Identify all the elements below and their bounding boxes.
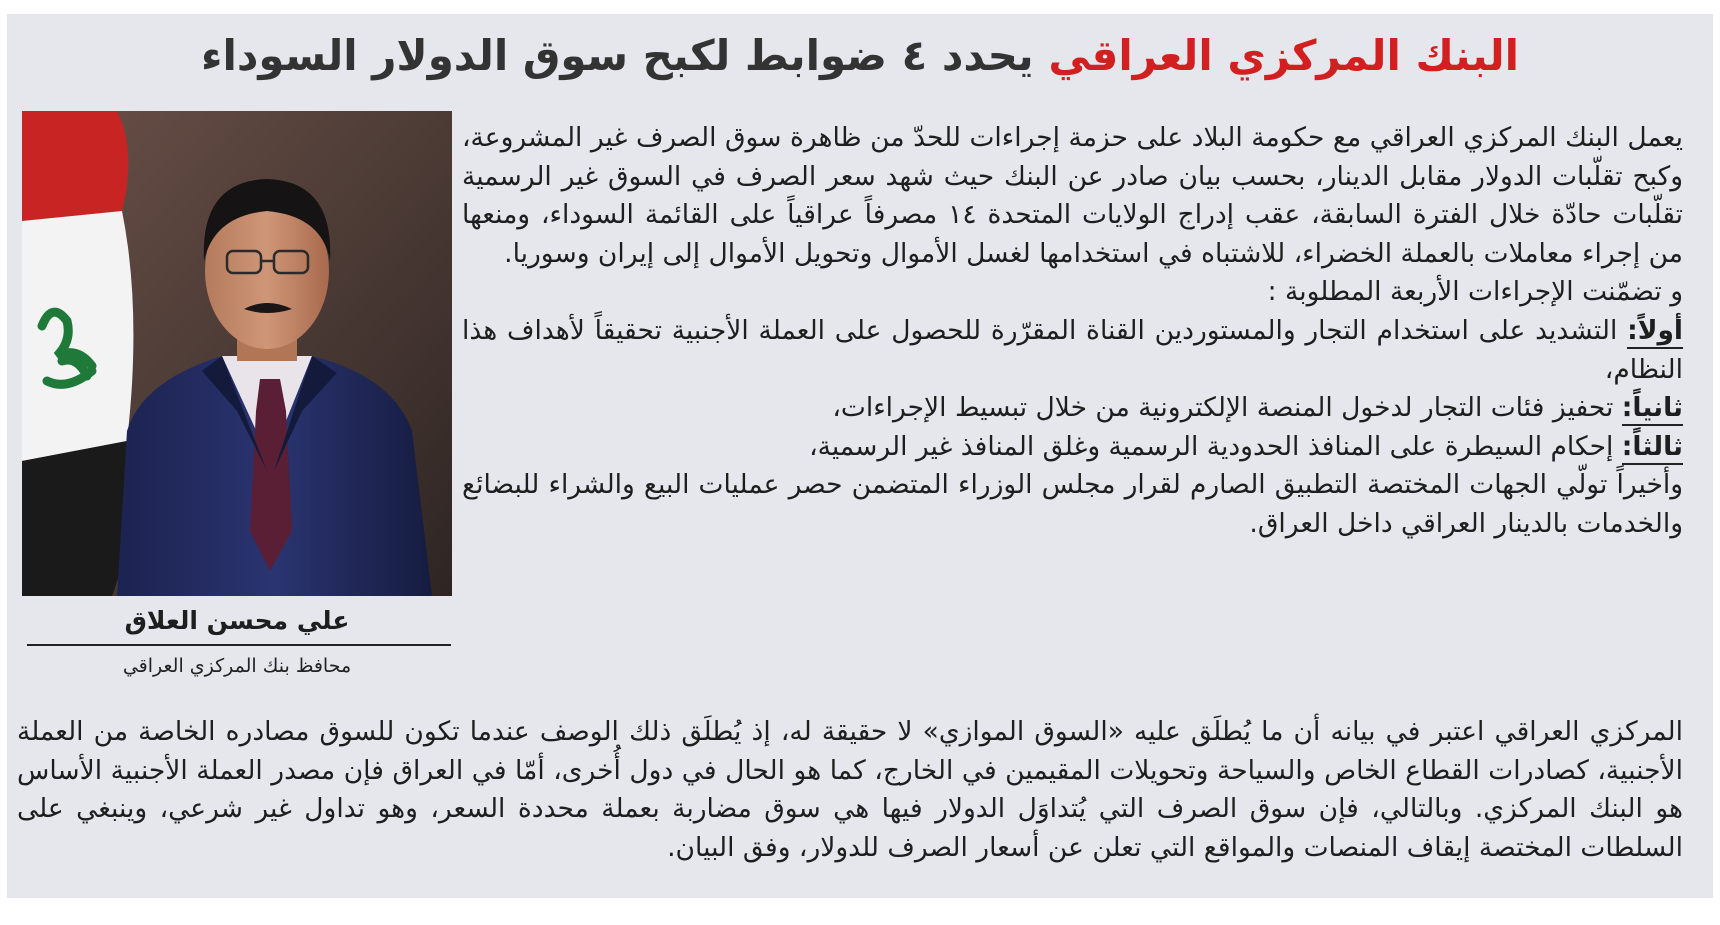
measure-text: إحكام السيطرة على المنافذ الحدودية الرسمية وغلق المنافذ غير الرسمية، [809, 430, 1622, 462]
article-closing: المركزي العراقي اعتبر في بيانه أن ما يُطلَق عليه «السوق الموازي» لا حقيقة له، إذ يُطلَق ذلك الوصف عندما تكون للسوق مصادره الخاصة من العملة الأجنبية، كصادرات القطاع الخاص والسياحة وتحويلات المقيمين في الخارج، كما هو الحال في دول أُخرى، أمّا في العراق فإن مصدر العملة الأجنبية الأساس هو البنك المركزي. وبالتالي، فإن سوق الصرف التي يُتداوَل الدولار فيها هي سوق مضاربة بعملة محددة السعر، وهو تداول غير شرعي، وينبغي على السلطات المختصة إيقاف المنصات والمواقع التي تعلن عن أسعار الصرف للدولار، وفق البيان. [17, 716, 1683, 863]
measure-item [462, 428, 1683, 467]
article-column-full [17, 713, 1683, 867]
measure-label: ثالثاً: [1622, 431, 1683, 465]
headline-accent: البنك المركزي العراقي [1048, 31, 1520, 80]
newspaper-clipping [7, 14, 1713, 898]
headline-rest: يحدد ٤ ضوابط لكبح سوق الدولار السوداء [200, 31, 1034, 80]
photo-caption-name: علي محسن العلاق [124, 606, 350, 635]
measure-item [462, 312, 1683, 389]
measure-item [462, 389, 1683, 428]
article-column-right [462, 119, 1683, 544]
measure-label: أولاً: [1627, 315, 1683, 349]
measure-finally: وأخيراً تولّي الجهات المختصة التطبيق الصارم لقرار مجلس الوزراء المتضمن حصر عمليات البيع والشراء للبضائع والخدمات بالدينار العراقي داخل العراق. [462, 469, 1683, 539]
measures-intro: و تضمّنت الإجراءات الأربعة المطلوبة : [1267, 276, 1683, 308]
photo-caption-role: محافظ بنك المركزي العراقي [122, 655, 352, 677]
article-intro: يعمل البنك المركزي العراقي مع حكومة البلاد على حزمة إجراءات للحدّ من ظاهرة سوق الصرف غير المشروعة، وكبح تقلّبات الدولار مقابل الدينار، بحسب بيان صادر عن البنك حيث شهد سعر الصرف في السوق غير الرسمية تقلّبات حادّة خلال الفترة السابقة، عقب إدراج الولايات المتحدة ١٤ مصرفاً عراقياً على القائمة السوداء، ومنعها من إجراء معاملات بالعملة الخضراء، للاشتباه في استخدامها لغسل الأموال وتحويل الأموال إلى إيران وسوريا. [462, 122, 1683, 269]
measure-text: التشديد على استخدام التجار والمستوردين القناة المقرّرة للحصول على العملة الأجنبية تحقيقاً لأهداف هذا النظام، [462, 314, 1683, 385]
headline [7, 24, 1713, 88]
flag [22, 111, 133, 596]
caption-divider [27, 644, 451, 646]
governor-photo [22, 111, 452, 596]
measure-text: تحفيز فئات التجار لدخول المنصة الإلكترونية من خلال تبسيط الإجراءات، [832, 392, 1622, 424]
measure-label: ثانياً: [1622, 392, 1683, 426]
